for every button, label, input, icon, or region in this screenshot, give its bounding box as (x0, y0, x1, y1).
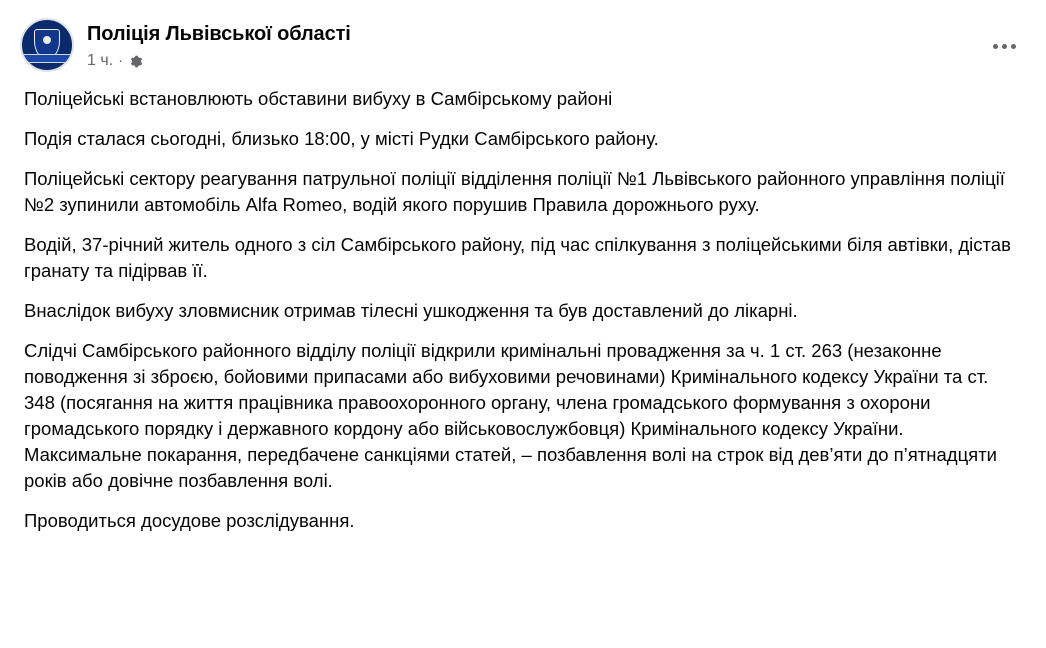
post-header (20, 18, 1026, 74)
post-body (20, 74, 1026, 534)
post-paragraph: Водій, 37-річний житель одного з сіл Самбірського району, під час спілкування з поліцейськими біля автівки, дістав гранату та підірвав її. (24, 234, 1011, 281)
avatar-banner (22, 54, 72, 63)
menu-dot (993, 44, 998, 49)
police-emblem-avatar[interactable] (20, 18, 74, 72)
more-options-icon[interactable] (986, 36, 1022, 56)
post-meta (87, 52, 351, 70)
post-timestamp[interactable]: 1 ч. (87, 52, 114, 69)
post-header-text (87, 18, 351, 70)
post-paragraph: Поліцейські сектору реагування патрульної поліції відділення поліції №1 Львівського районного управління поліції №2 зупинили автомобіль Alfa Romeo, водій якого порушив Правила дорожнього руху. (24, 168, 1005, 215)
post-paragraph: Подія сталася сьогодні, близько 18:00, у місті Рудки Самбірського району. (24, 128, 659, 149)
post-paragraph: Поліцейські встановлюють обставини вибуху в Самбірському районі (24, 88, 613, 109)
post-paragraph: Внаслідок вибуху зловмисник отримав тілесні ушкодження та був доставлений до лікарні. (24, 300, 798, 321)
post-paragraph: Проводиться досудове розслідування. (24, 510, 355, 531)
meta-separator: · (118, 52, 124, 69)
gear-icon[interactable] (128, 54, 143, 69)
page-name[interactable]: Поліція Львівської області (87, 23, 351, 45)
post-paragraph: Слідчі Самбірського районного відділу поліції відкрили кримінальні провадження за ч. 1 ст. 263 (незаконне поводження зі зброєю, бойовими припасами або вибуховими речовинами) Кримінального кодексу України та ст. 348 (посягання на життя працівника правоохоронного органу, члена громадського формування з охорони громадського порядку і державного кордону або військовослужбовця) Кримінального кодексу України. Максимальне покарання, передбачене санкціями статей, – позбавлення волі на строк від дев’яти до п’ятнадцяти років або довічне позбавлення волі. (24, 340, 998, 491)
menu-dot (1011, 44, 1016, 49)
menu-dot (1002, 44, 1007, 49)
